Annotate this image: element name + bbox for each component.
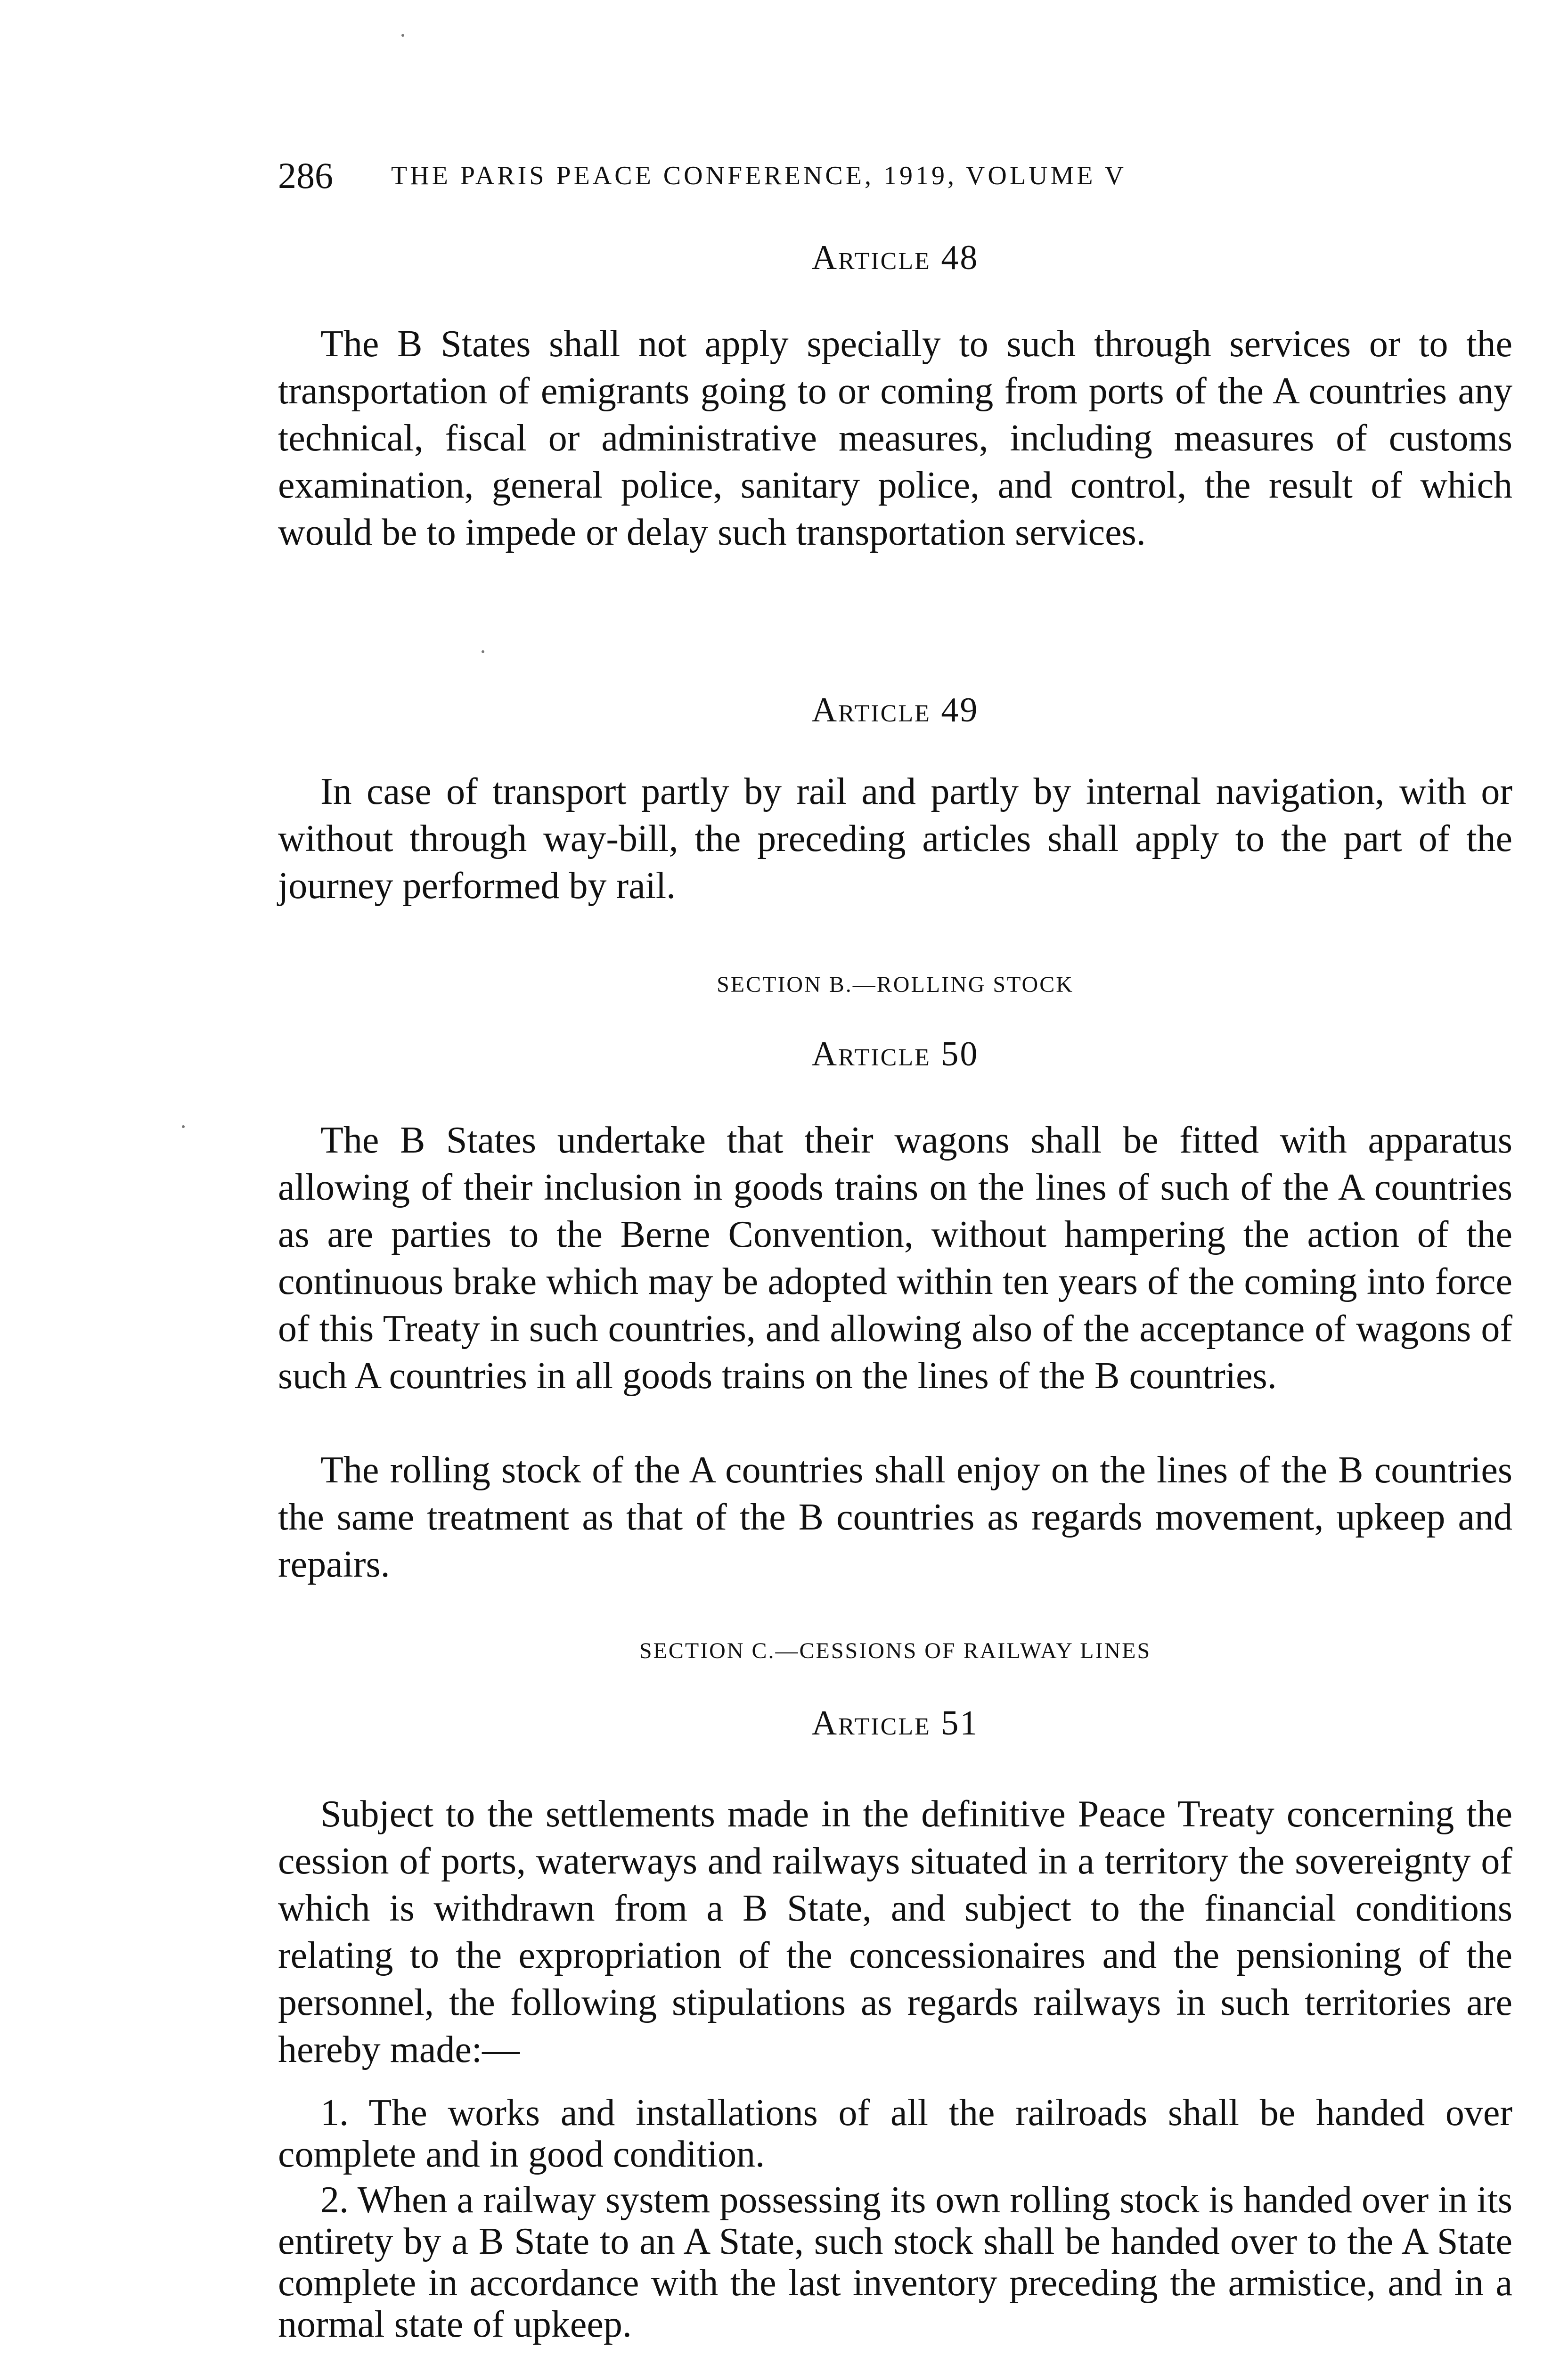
article-48-text: The B States shall not apply specially to such through services or to the transportation of emigrants going to or coming from ports of the A countries any technical, fiscal or administrative measures, including measures of customs examination, general police, sanitary police, and control, the result of which would be to impede or delay such transportation services. (278, 323, 1512, 553)
article-51-intro: Subject to the settlements made in the definitive Peace Treaty concerning the cession of ports, waterways and railways situated in a territory the sovereignty of which is withdrawn from a B State, and subject to the financial conditions relating to the expropriation of the concessionaires and the pensioning of the personnel, the following stipulations as regards railways in such territories are hereby made:— (278, 1793, 1512, 2070)
article-50-paragraph-1: The B States undertake that their wagons shall be fitted with apparatus allowing of their inclusion in goods trains on the lines of such of the A countries as are parties to the Berne Convention, without hampering the action of the continuous brake which may be adopted within ten years of the coming into force of this Treaty in such countries, and allowing also of the acceptance of wagons of such A countries in all goods trains on the lines of the B countries. (278, 1120, 1512, 1397)
page-number: 286 (278, 155, 333, 196)
section-c-heading: SECTION C.—CESSIONS OF RAILWAY LINES (639, 1638, 1152, 1663)
scan-speck (182, 1125, 185, 1128)
article-51-heading: Article 51 (811, 1704, 979, 1742)
article-50-heading: Article 50 (811, 1035, 979, 1073)
scan-speck (401, 34, 404, 37)
article-51-item-2: 2. When a railway system possessing its own rolling stock is handed over in its entirety by a B State to an A State, such stock shall be handed over to the A State complete in accordance with the last inventory preceding the armistice, and in a normal state of upkeep. (278, 2179, 1512, 2345)
section-b-heading: SECTION B.—ROLLING STOCK (717, 972, 1074, 997)
article-49-heading: Article 49 (811, 691, 979, 729)
running-head-title: THE PARIS PEACE CONFERENCE, 1919, VOLUME V (391, 161, 1127, 190)
article-49-text: In case of transport partly by rail and partly by internal navigation, with or without through way-bill, the preceding articles shall apply to the part of the journey performed by rail. (278, 771, 1512, 907)
article-50-paragraph-2: The rolling stock of the A countries shall enjoy on the lines of the B countries the same treatment as that of the B countries as regards movement, upkeep and repairs. (278, 1449, 1512, 1585)
article-48-heading: Article 48 (811, 238, 979, 277)
scan-speck (482, 650, 484, 653)
article-51-item-1: 1. The works and installations of all the railroads shall be handed over complete and in good condition. (278, 2092, 1512, 2175)
running-head (278, 150, 1362, 202)
